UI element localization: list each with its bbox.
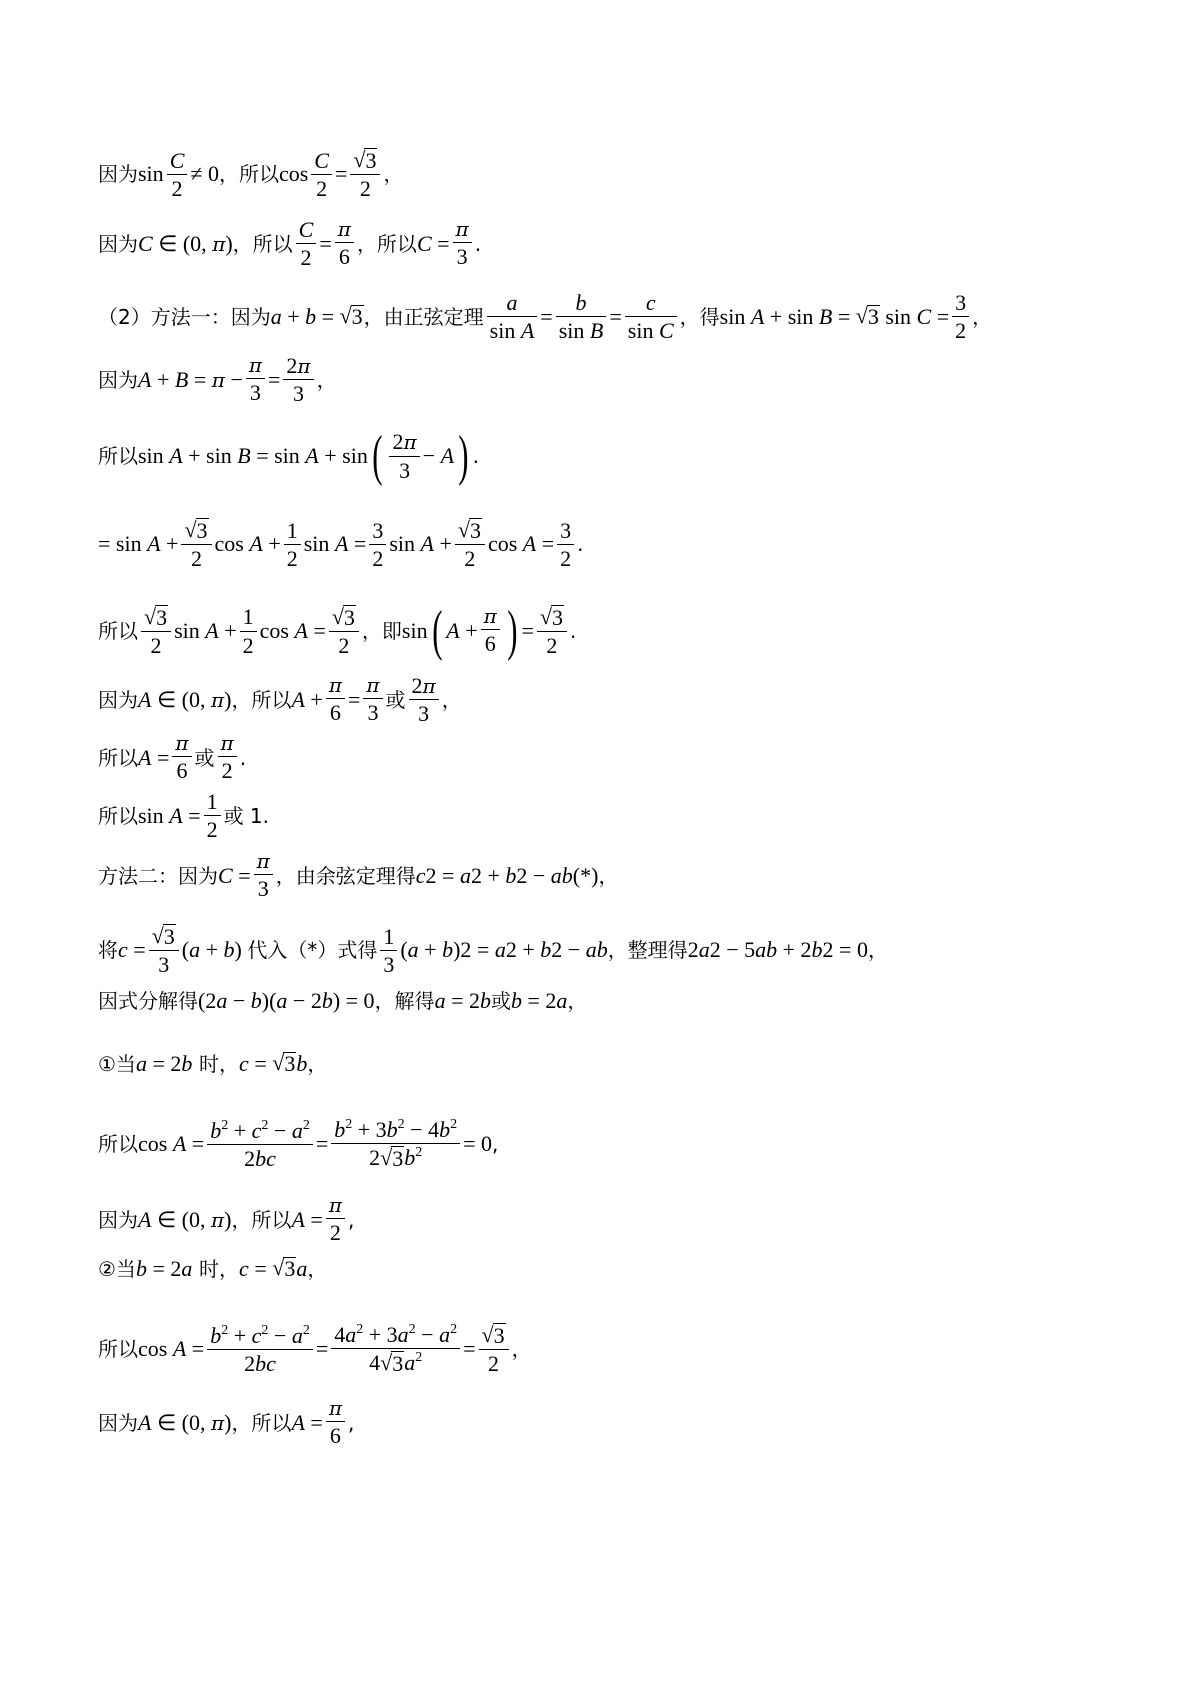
solution-line-14: ①当 a = 2 b 时， c = √ 3 b ， <box>98 1050 328 1076</box>
solution-line-19: 因为 A ∈ (0, π ) ，所以 A = $\frac{\pi}{6}$ , <box>98 1396 355 1448</box>
fraction: $\frac{\pi}{3}$ <box>363 675 382 724</box>
fraction: √ 3 2 <box>537 605 567 657</box>
solution-line-16: 因为 A ∈ (0, π ) ，所以 A = $\frac{\pi}{2}$ , <box>98 1193 355 1245</box>
solution-line-1: 因为 sin $\frac{C}{2}$ ≠ 0 ，所以 cos $\frac{C}{2}$ = √ 3 2 ， <box>98 147 404 202</box>
solution-line-9: 所以 A = $\frac{\pi}{6}$ 或 $\frac{\pi}{2}$ . <box>98 731 247 783</box>
fraction: √ 3 2 <box>350 148 380 200</box>
solution-line-10: 所以 sin A = $\frac{1}{2}$ 或 1. <box>98 789 270 843</box>
fraction: $4a^2 + 3a^2 - a^2$ 4 √ 3 $a^2$ <box>331 1323 460 1375</box>
fraction: √ 3 2 <box>455 518 485 570</box>
fraction: $\frac{3}{2}$ <box>369 519 386 570</box>
solution-line-12: 将 c = √ 3 3 (a + b) 代入（*）式得 $\frac{1}{3}$ (a + b) 2 = a 2 + b 2 − ab ，整理得 2 a 2 − 5 ab + 2 b 2 = 0 ， <box>98 923 888 978</box>
fraction: $\frac{1}{2}$ <box>284 519 301 570</box>
fraction: $\frac{\pi}{2}$ <box>326 1195 345 1244</box>
formula: C <box>138 230 153 256</box>
fraction: $\frac{\pi}{6}$ <box>326 675 345 724</box>
solution-line-11: 方法二：因为 C = $\frac{\pi}{3}$ ，由余弦定理得 c 2 = a 2 + b 2 − ab (*) ， <box>98 849 619 901</box>
fraction: $\frac{\pi}{3}$ <box>453 219 472 268</box>
fraction: √ 3 2 <box>329 605 359 657</box>
fraction: $\frac{C}{2}$ <box>167 149 188 200</box>
fraction: √ 3 2 <box>479 1323 509 1375</box>
fraction: $\frac{\pi}{2}$ <box>218 733 237 782</box>
fraction: $\frac{\pi}{6}$ <box>335 219 354 268</box>
fraction: $\frac{1}{2}$ <box>240 605 257 656</box>
fraction: $\frac{\pi}{6}$ <box>481 606 500 655</box>
solution-line-4: 因为 A + B = π − $\frac{\pi}{3}$ = $\frac{2\pi}{3}$ ， <box>98 353 337 407</box>
fraction: √ 3 2 <box>141 605 171 657</box>
formula: cos <box>278 161 309 187</box>
fraction: $\frac{2\pi}{3}$ <box>283 354 313 405</box>
solution-line-18: 所以 cos A = $\frac{b^2 + c^2 - a^2}{2bc}$ = $4a^2 + 3a^2 - a^2$ 4 √ 3 $a^2$ = √ 3 2 ， <box>98 1322 532 1377</box>
fraction: $\frac{\pi}{6}$ <box>326 1398 345 1447</box>
solution-line-5: 所以 sin A + sin B = sin A + sin ( $\frac{2\pi}{3}$ − A ) . <box>98 425 480 487</box>
fraction: $\frac{b}{\text{sin B}}$ <box>556 291 607 342</box>
fraction: √ 3 2 <box>181 518 211 570</box>
fraction: $b^2 + 3b^2 - 4b^2$ 2 √ 3 $b^2$ <box>331 1118 460 1170</box>
solution-line-17: ②当 b = 2 a 时， c = √ 3 a ， <box>98 1255 328 1281</box>
solution-line-15: 所以 cos A = $\frac{b^2 + c^2 - a^2}{2bc}$ = $b^2 + 3b^2 - 4b^2$ 2 √ 3 $b^2$ = 0 , <box>98 1117 499 1172</box>
fraction: $\frac{1}{2}$ <box>204 790 221 841</box>
fraction: $\frac{C}{2}$ <box>311 149 332 200</box>
solution-line-7: 所以 √ 3 2 sin A + $\frac{1}{2}$ cos A = √ 3 2 ，即 sin ( A + $\frac{\pi}{6}$ ) = √ 3 2 . <box>98 600 577 662</box>
fraction: $\frac{c}{\text{sin C}}$ <box>625 291 677 342</box>
fraction: $\frac{1}{3}$ <box>380 925 397 976</box>
solution-line-2: 因为 C ∈ (0, π ) ，所以 $\frac{C}{2}$ = $\frac{\pi}{6}$ ，所以 C = $\frac{\pi}{3}$ . <box>98 217 482 271</box>
fraction: $\frac{2\pi}{3}$ <box>389 430 419 481</box>
fraction: $\frac{a}{\text{sin A}}$ <box>487 291 538 342</box>
formula: ≠ 0 <box>190 161 219 187</box>
solution-line-3: （2）方法一：因为 a + b = √ 3 ，由正弦定理 $\frac{a}{\text{sin A}}$ = $\frac{b}{\text{sin B}}$ = $\frac{c}{\text{sin C}}$ ，得 sin A + sin B = √ 3 sin C = $\frac{3}{2}$ ， <box>98 290 993 344</box>
formula: sin <box>138 161 164 187</box>
fraction: √ 3 3 <box>149 924 179 976</box>
fraction: $\frac{\pi}{3}$ <box>254 851 273 900</box>
fraction: $\frac{3}{2}$ <box>557 519 574 570</box>
fraction: $\frac{C}{2}$ <box>296 218 317 269</box>
solution-line-8: 因为 A ∈ (0, π ) ，所以 A + $\frac{\pi}{6}$ = $\frac{\pi}{3}$ 或 $\frac{2\pi}{3}$ ， <box>98 673 462 727</box>
solution-line-13: 因式分解得 (2a − b)(a − 2b) = 0 ，解得 a = 2 b 或 b = 2 a ， <box>98 988 588 1013</box>
fraction: $\frac{b^2 + c^2 - a^2}{2bc}$ <box>207 1324 313 1375</box>
solution-line-6: = sin A + √ 3 2 cos A + $\frac{1}{2}$ sin A = $\frac{3}{2}$ sin A + √ 3 2 cos A = $\frac{3}{2}$ . <box>98 517 584 572</box>
fraction: $\frac{b^2 + c^2 - a^2}{2bc}$ <box>207 1119 313 1170</box>
fraction: $\frac{2\pi}{3}$ <box>409 674 439 725</box>
fraction: $\frac{3}{2}$ <box>952 291 969 342</box>
fraction: $\frac{\pi}{6}$ <box>172 733 191 782</box>
fraction: $\frac{\pi}{3}$ <box>246 355 265 404</box>
